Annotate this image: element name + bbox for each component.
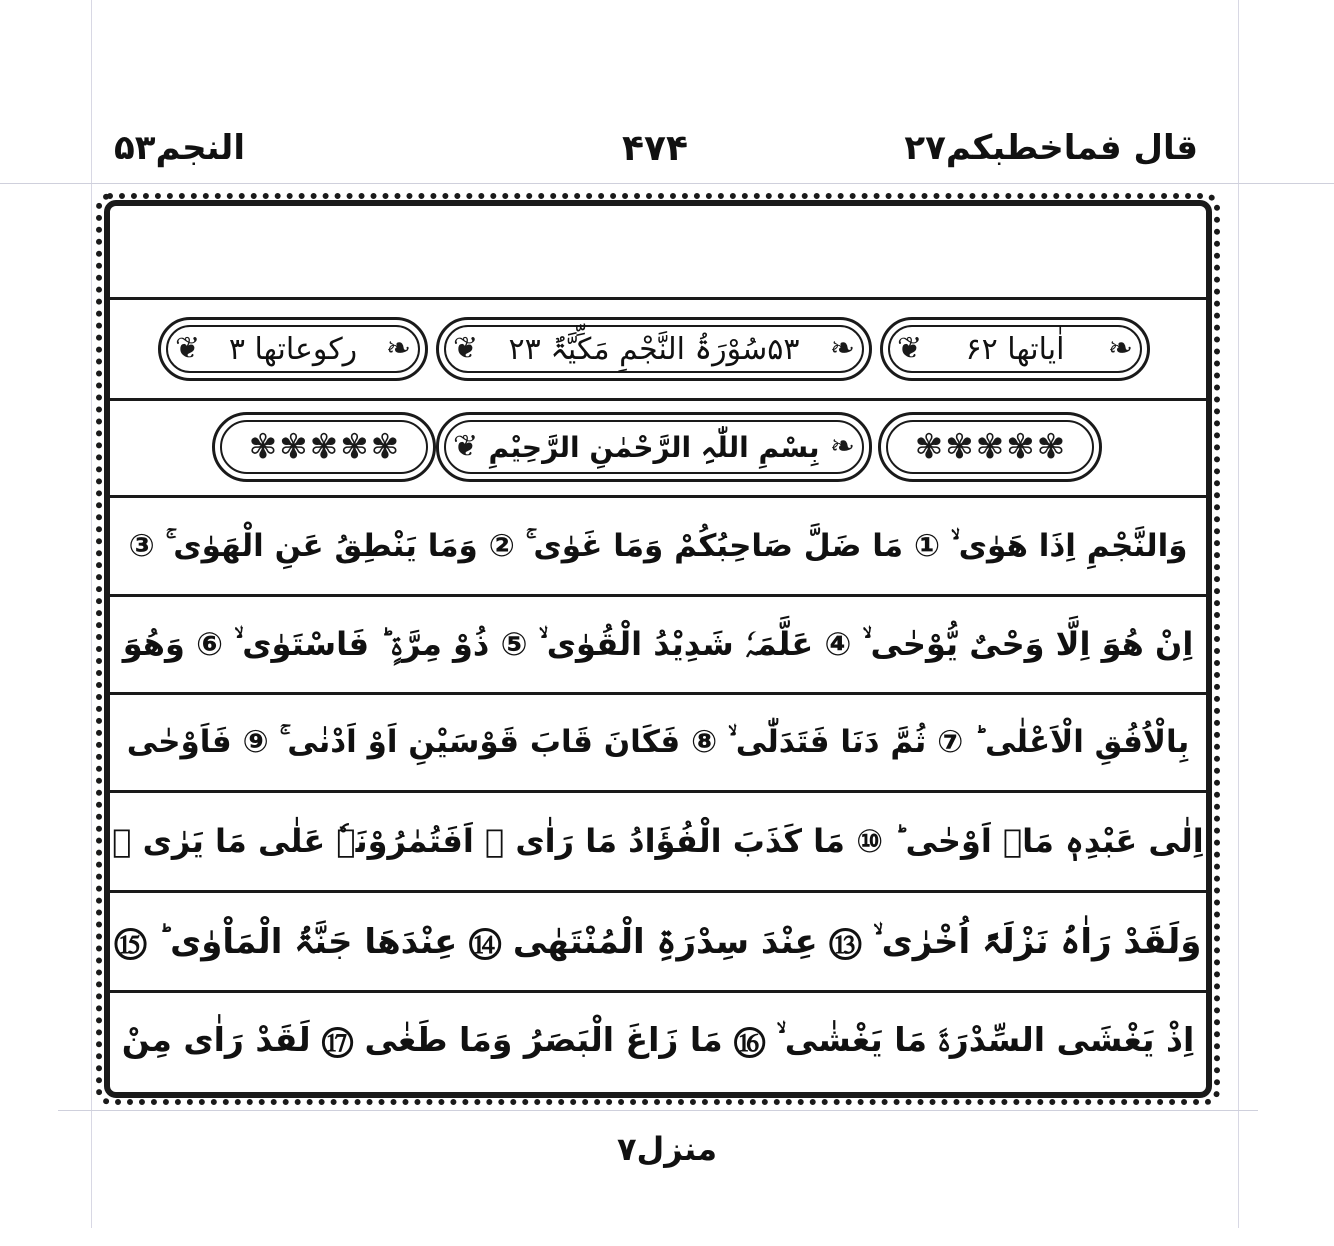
surah-title-cartouche xyxy=(436,317,872,381)
divider xyxy=(110,297,1206,300)
floral-ornament-icon: ❧ xyxy=(829,429,855,464)
verse-line: اِلٰی عَبْدِہٖ مَاۤ اَوْحٰی ؕ ⑩ مَا کَذَبَ الْفُؤَادُ مَا رَاٰی ⑪ اَفَتُمٰرُوْنَہٗ عَلٰی مَا یَرٰی ⑫ xyxy=(112,822,1204,860)
verse-line: بِالْاُفُقِ الْاَعْلٰی ؕ ⑦ ثُمَّ دَنَا فَتَدَلّٰی ۙ ⑧ فَکَانَ قَابَ قَوْسَیْنِ اَوْ اَدْنٰی ۚ ⑨ فَاَوْحٰی xyxy=(126,723,1190,760)
margin-guide-left xyxy=(91,0,92,1228)
floral-pattern-icon: ✾ ✾ ✾ ✾ ✾ xyxy=(914,427,1066,467)
running-header xyxy=(100,128,1210,178)
floral-ornament-icon: ❦ xyxy=(453,429,479,464)
margin-guide-bottom xyxy=(58,1110,1258,1111)
floral-ornament-icon: ❧ xyxy=(385,331,411,366)
bismillah: بِسْمِ اللّٰہِ الرَّحْمٰنِ الرَّحِیْمِ xyxy=(488,430,820,464)
divider xyxy=(110,790,1206,793)
floral-ornament-icon: ❦ xyxy=(175,331,201,366)
divider xyxy=(110,890,1206,893)
margin-guide-top xyxy=(0,183,1334,184)
ornamental-panel-right xyxy=(878,412,1102,482)
floral-ornament-icon: ❧ xyxy=(1107,331,1133,366)
floral-ornament-icon: ❦ xyxy=(453,331,479,366)
divider xyxy=(110,398,1206,401)
manzil-label: منزل۷ xyxy=(616,1130,718,1168)
verse-line: وَلَقَدْ رَاٰہُ نَزْلَۃً اُخْرٰی ۙ ⑬ عِنْدَ سِدْرَۃِ الْمُنْتَھٰی ⑭ عِنْدَھَا جَنَّۃُ الْمَاْوٰی ؕ ⑮ xyxy=(114,921,1202,962)
ayat-count: اٰیاتھا ۶۲ xyxy=(965,331,1065,367)
divider xyxy=(110,990,1206,993)
divider xyxy=(110,594,1206,597)
floral-ornament-icon: ❦ xyxy=(897,331,923,366)
surah-title: ۵۳سُوْرَۃُ النَّجْمِ مَکِّیَّۃٌ ۲۳ xyxy=(508,331,800,367)
ornamental-panel-left xyxy=(212,412,436,482)
bismillah-cartouche xyxy=(436,412,872,482)
page-number: ۴۷۴ xyxy=(622,128,688,169)
divider xyxy=(110,495,1206,498)
surah-name-header: النجم۵۳ xyxy=(114,128,245,168)
ayat-count-cartouche xyxy=(880,317,1150,381)
divider xyxy=(110,692,1206,695)
verse-line: وَالنَّجْمِ اِذَا ھَوٰی ۙ ① مَا ضَلَّ صَاحِبُکُمْ وَمَا غَوٰی ۚ ② وَمَا یَنْطِقُ عَنِ الْھَوٰی ۚ ③ xyxy=(128,527,1188,564)
para-name-header: قال فماخطبکم۲۷ xyxy=(904,128,1198,168)
verse-line: اِذْ یَغْشَی السِّدْرَۃَ مَا یَغْشٰی ۙ ⑯ مَا زَاغَ الْبَصَرُ وَمَا طَغٰی ⑰ لَقَدْ رَاٰی مِنْ xyxy=(121,1020,1195,1059)
margin-guide-right xyxy=(1238,0,1239,1228)
floral-pattern-icon: ✾ ✾ ✾ ✾ ✾ xyxy=(248,427,400,467)
verse-line: اِنْ ھُوَ اِلَّا وَحْیٌ یُّوْحٰی ۙ ④ عَلَّمَہٗ شَدِیْدُ الْقُوٰی ۙ ⑤ ذُوْ مِرَّۃٍ ؕ فَاسْتَوٰی ۙ ⑥ وَھُوَ xyxy=(122,624,1194,663)
floral-ornament-icon: ❧ xyxy=(829,331,855,366)
ruku-count: رکوعاتھا ۳ xyxy=(228,331,358,367)
ruku-count-cartouche xyxy=(158,317,428,381)
